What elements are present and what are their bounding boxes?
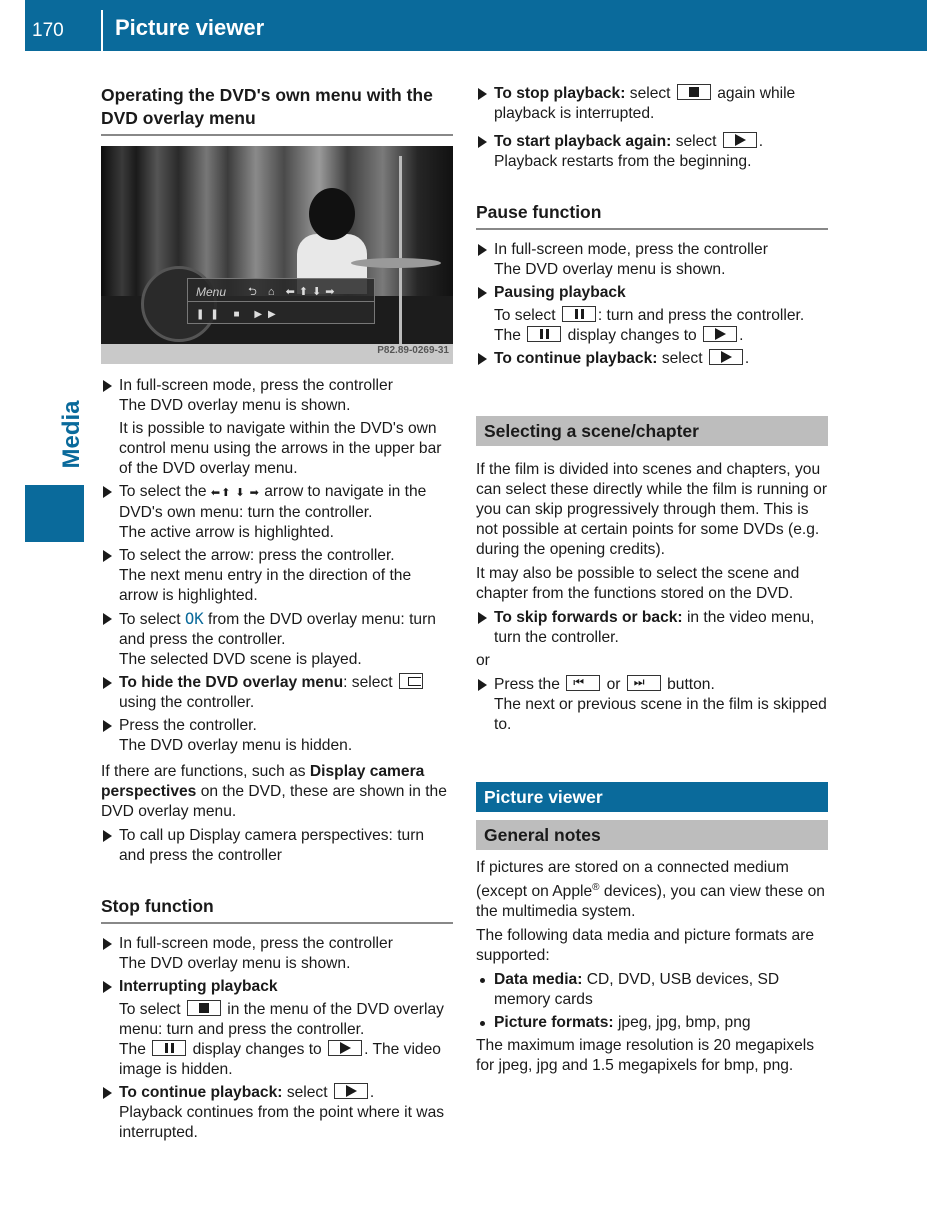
instruction-step: Pausing playback To select : turn and press the controller. The display changes to . [476, 283, 828, 346]
instruction-step: To continue playback: select . [476, 349, 828, 369]
section-heading-pause: Pause function [476, 201, 828, 230]
play-icon [709, 349, 743, 365]
step-arrow-icon [103, 830, 112, 842]
step-arrow-icon [478, 244, 487, 256]
instruction-step: To select the arrow: press the controller. The next menu entry in the direction of the arrow is highlighted. [101, 546, 453, 606]
step-arrow-icon [478, 136, 487, 148]
paragraph: It may also be possible to select the scene and chapter from the functions stored on the DVD. [476, 565, 800, 602]
step-arrow-icon [478, 287, 487, 299]
bullet-icon [480, 1021, 485, 1026]
header-divider [101, 10, 103, 51]
paragraph: The maximum image resolution is 20 megapixels for jpeg, jpg and 1.5 megapixels for bmp, png. [476, 1037, 815, 1075]
step-arrow-icon [103, 1087, 112, 1099]
side-tab-label: Media [58, 400, 85, 469]
play-icon [328, 1040, 362, 1056]
overlay-arrow-icons: ⮌ ⌂ ⬅⬆⬇➡ [248, 286, 339, 298]
play-icon [723, 132, 757, 148]
list-item: Data media: CD, DVD, USB devices, SD memory cards [476, 970, 828, 1010]
dvd-overlay-menu-graphic [187, 278, 375, 324]
page-number: 170 [32, 20, 64, 41]
left-column [101, 84, 453, 1146]
instruction-step: To select OK from the DVD overlay menu: turn and press the controller. The selected DVD scene is played. [101, 609, 453, 670]
photo-caption: P82.89-0269-31 [377, 345, 449, 356]
section-heading-general-notes: General notes [476, 820, 828, 850]
step-arrow-icon [478, 679, 487, 691]
back-icon [399, 673, 423, 689]
instruction-step: In full-screen mode, press the controller The DVD overlay menu is shown. [101, 934, 453, 974]
bullet-icon [480, 978, 485, 983]
instruction-step: To select the ⬅⬆ ⬇ ➡ arrow to navigate in the DVD's own menu: turn the controller. The active arrow is highlighted. [101, 482, 453, 543]
stop-icon [677, 84, 711, 100]
instruction-step: To call up Display camera perspectives: turn and press the controller [101, 826, 453, 866]
instruction-step: To hide the DVD overlay menu: select using the controller. [101, 673, 453, 713]
navigation-arrows-icon: ⬅⬆ ⬇ ➡ [210, 487, 260, 499]
right-column [476, 84, 828, 1080]
paragraph: The following data media and picture formats are supported: [476, 927, 815, 965]
instruction-step: In full-screen mode, press the controller The DVD overlay menu is shown. It is possible to navigate within the DVD's own control menu using the arrows in the upper bar of the DVD overlay menu. [101, 376, 453, 479]
overlay-control-icons: ❚❚ ■ ▶▶ [196, 309, 282, 320]
ok-label: OK [184, 610, 204, 628]
instruction-step: To continue playback: select . Playback continues from the point where it was interrupted. [101, 1083, 453, 1143]
instruction-step: Press the controller. The DVD overlay menu is hidden. [101, 716, 453, 756]
dvd-overlay-photo [101, 146, 453, 364]
step-arrow-icon [103, 486, 112, 498]
section-heading-picture-viewer: Picture viewer [476, 782, 828, 812]
paragraph: If pictures are stored on a connected medium (except on Apple® devices), you can view these on the multimedia system. [476, 859, 825, 921]
step-arrow-icon [478, 88, 487, 100]
pause-icon [562, 306, 596, 322]
step-arrow-icon [103, 677, 112, 689]
paragraph: If the film is divided into scenes and chapters, you can select these directly while the film is running or you can skip progressively through them. This is not possible at certain points for some DVDs (e.g. during the opening credits). [476, 461, 828, 558]
page-title: Picture viewer [115, 15, 265, 40]
overlay-menu-label: Menu [196, 285, 227, 299]
paragraph: If there are functions, such as Display camera perspectives on the DVD, these are shown in the DVD overlay menu. [101, 763, 447, 820]
skip-back-icon: ⏮ [566, 675, 600, 691]
section-heading-dvd-menu: Operating the DVD's own menu with the DVD overlay menu [101, 84, 453, 136]
instruction-step: In full-screen mode, press the controller The DVD overlay menu is shown. [476, 240, 828, 280]
play-icon [703, 326, 737, 342]
section-heading-stop: Stop function [101, 895, 453, 924]
instruction-step: Interrupting playback To select in the menu of the DVD overlay menu: turn and press the controller. The display changes to . The video image is hidden. [101, 977, 453, 1080]
step-arrow-icon [103, 613, 112, 625]
step-arrow-icon [103, 720, 112, 732]
step-arrow-icon [478, 612, 487, 624]
step-arrow-icon [103, 938, 112, 950]
instruction-step: To start playback again: select . Playback restarts from the beginning. [476, 132, 828, 172]
skip-forward-icon: ⏭ [627, 675, 661, 691]
stop-icon [187, 1000, 221, 1016]
side-tab-marker [25, 485, 84, 542]
pause-icon [527, 326, 561, 342]
step-arrow-icon [103, 550, 112, 562]
section-heading-scene: Selecting a scene/chapter [476, 416, 828, 446]
or-text: or [476, 652, 490, 669]
pause-icon [152, 1040, 186, 1056]
step-arrow-icon [103, 380, 112, 392]
step-arrow-icon [478, 353, 487, 365]
instruction-step: To stop playback: select again while playback is interrupted. [476, 84, 828, 124]
list-item: Picture formats: jpeg, jpg, bmp, png [476, 1013, 828, 1033]
play-icon [334, 1083, 368, 1099]
instruction-step: Press the ⏮ or ⏭ button. The next or previous scene in the film is skipped to. [476, 675, 828, 735]
instruction-step: To skip forwards or back: in the video menu, turn the controller. [476, 608, 828, 648]
step-arrow-icon [103, 981, 112, 993]
